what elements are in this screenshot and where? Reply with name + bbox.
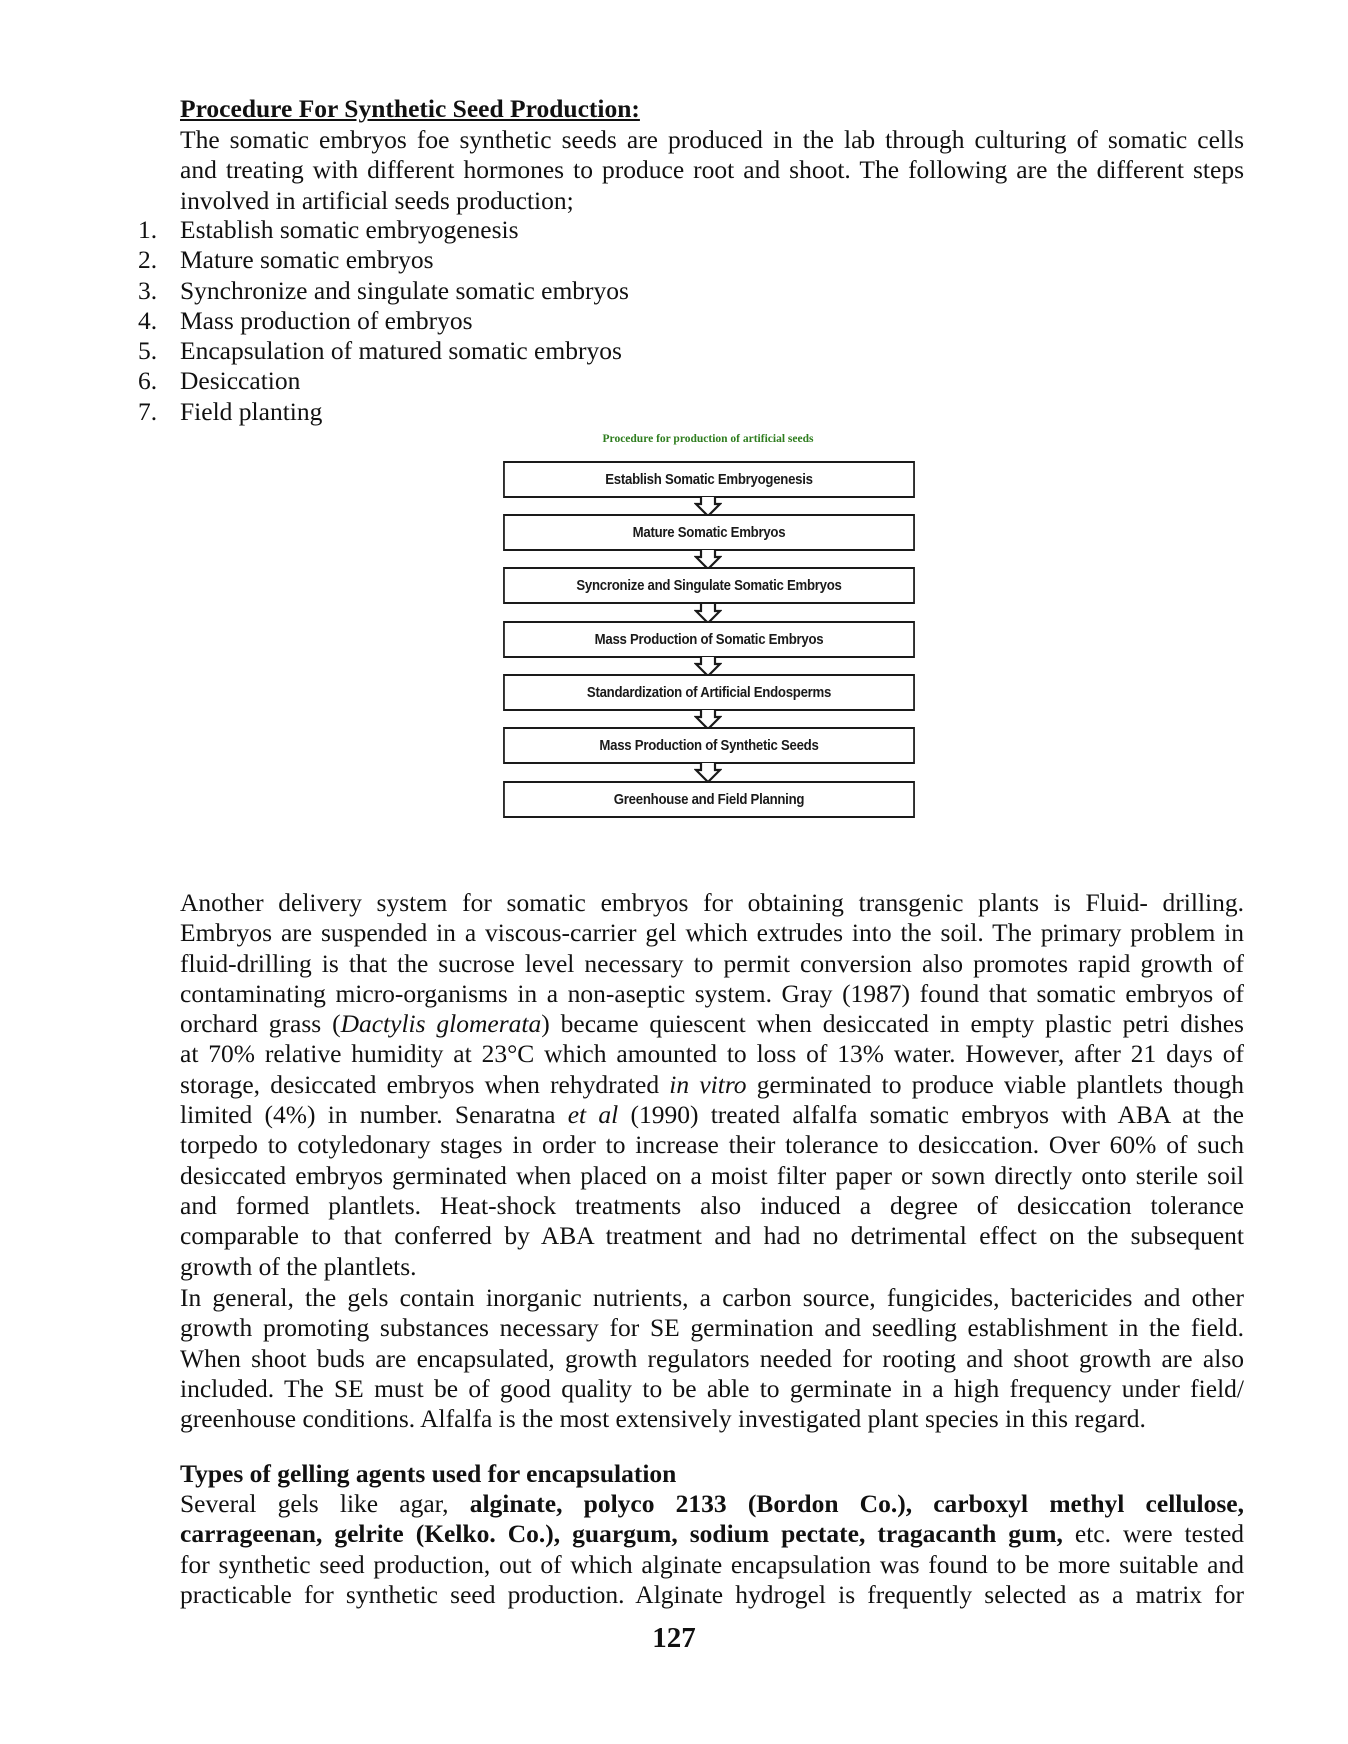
list-item: [138, 276, 629, 306]
flowchart-box-label: Mass Production of Synthetic Seeds: [599, 737, 819, 754]
list-item-label: Mature somatic embryos: [180, 245, 434, 275]
text-span: torpedo to cotyledonary stages in order to increase their tolerance to desiccation. Over 60% of such: [180, 1130, 1244, 1160]
list-number: 1.: [138, 215, 158, 244]
flowchart-box: [503, 461, 915, 498]
steps-list: [138, 215, 629, 427]
list-item-label: Synchronize and singulate somatic embryos: [180, 275, 629, 305]
text-line: [180, 1009, 1244, 1039]
list-number: 6.: [138, 366, 158, 396]
text-span: (1990) treated alfalfa somatic embryos with ABA at the: [618, 1100, 1244, 1130]
text-line: [180, 1100, 1244, 1130]
list-item-label: Desiccation: [180, 366, 301, 396]
italic-term: in vitro: [669, 1069, 747, 1099]
flowchart-box-label: Standardization of Artificial Endosperms: [586, 684, 832, 701]
flowchart-box-label: Mature Somatic Embryos: [632, 524, 786, 541]
text-span: desiccated embryos germinated when placed on a moist filter paper or sown directly onto sterile soil: [180, 1160, 1244, 1190]
text-line: [180, 1252, 1244, 1282]
text-span: germinated to produce viable plantlets though: [746, 1069, 1244, 1099]
text-line: and treating with different hormones to produce root and shoot. The following are the different steps: [180, 155, 1244, 185]
text-line: [180, 1070, 1244, 1100]
text-span: contaminating micro-organisms in a non-aseptic system. Gray (1987) found that somatic embryos of: [180, 978, 1244, 1008]
section-heading: Procedure For Synthetic Seed Production:: [180, 94, 640, 123]
text-line: growth promoting substances necessary for SE germination and seedling establishment in the field.: [180, 1313, 1244, 1343]
text-span: storage, desiccated embryos when rehydrated: [180, 1069, 670, 1099]
flowchart-box: [503, 514, 915, 551]
flowchart-title: Procedure for production of artificial seeds: [602, 433, 814, 445]
list-number: 7.: [138, 396, 158, 426]
flowchart-box-label: Mass Production of Somatic Embryos: [594, 631, 824, 648]
subsection-heading: Types of gelling agents used for encapsulation: [180, 1459, 677, 1488]
list-number: 5.: [138, 336, 158, 366]
text-line: When shoot buds are encapsulated, growth regulators needed for rooting and shoot growth are also: [180, 1343, 1244, 1373]
flowchart-box-label: Syncronize and Singulate Somatic Embryos: [576, 577, 842, 594]
flowchart-box-label: Establish Somatic Embryogenesis: [605, 471, 813, 488]
body-paragraph: [180, 888, 1244, 1282]
text-span: Another delivery system for somatic embryos for obtaining transgenic plants is Fluid- drilling.: [180, 888, 1244, 917]
text-line: [180, 918, 1244, 948]
text-line: [180, 979, 1244, 1009]
list-number: 4.: [138, 305, 158, 335]
text-line: for synthetic seed production, out of which alginate encapsulation was found to be more suitable and: [180, 1549, 1244, 1579]
list-item: [138, 306, 629, 336]
text-line: practicable for synthetic seed production. Alginate hydrogel is frequently selected as a matrix for: [180, 1579, 1244, 1609]
list-number: 2.: [138, 245, 158, 275]
list-number: 3.: [138, 275, 158, 305]
text-span: orchard grass (: [180, 1009, 341, 1039]
text-span: and formed plantlets. Heat-shock treatments also induced a degree of desiccation tolerance: [180, 1190, 1244, 1220]
flowchart-box: [503, 567, 915, 604]
list-item-label: Establish somatic embryogenesis: [180, 215, 519, 244]
flowchart-box: [503, 674, 915, 711]
list-item: [138, 245, 629, 275]
list-item: [138, 397, 629, 427]
text-line: The somatic embryos foe synthetic seeds are produced in the lab through culturing of somatic cells: [180, 125, 1244, 154]
text-line: [180, 888, 1244, 918]
text-line: [180, 1130, 1244, 1160]
text-line: [180, 1221, 1244, 1251]
text-span: comparable to that conferred by ABA treatment and had no detrimental effect on the subsequent: [180, 1221, 1244, 1251]
list-item: [138, 336, 629, 366]
text-span: Embryos are suspended in a viscous-carrier gel which extrudes into the soil. The primary problem in: [180, 918, 1244, 948]
italic-term: et al: [567, 1100, 619, 1130]
text-span: ) became quiescent when desiccated in empty plastic petri dishes: [541, 1009, 1244, 1039]
text-span: Several gels like agar,: [180, 1489, 470, 1518]
text-line: [180, 1191, 1244, 1221]
flowchart-box: [503, 621, 915, 658]
page-number: 127: [652, 1622, 696, 1654]
intro-paragraph: [180, 125, 1244, 216]
text-line: [180, 1039, 1244, 1069]
list-item: [138, 215, 629, 245]
text-line: In general, the gels contain inorganic nutrients, a carbon source, fungicides, bactericides and other: [180, 1283, 1244, 1312]
flowchart-box-label: Greenhouse and Field Planning: [613, 791, 805, 808]
list-item: [138, 366, 629, 396]
text-line: [180, 1519, 1244, 1549]
text-span: growth of the plantlets.: [180, 1251, 417, 1281]
flowchart-box: [503, 781, 915, 818]
text-line: involved in artificial seeds production;: [180, 185, 574, 215]
list-item-label: Field planting: [180, 396, 323, 426]
bold-gel-list: carrageenan, gelrite (Kelko. Co.), guargum, sodium pectate, tragacanth gum,: [180, 1519, 1063, 1549]
bold-gel-list: alginate, polyco 2133 (Bordon Co.), carboxyl methyl cellulose,: [469, 1489, 1244, 1518]
list-item-label: Encapsulation of matured somatic embryos: [180, 336, 622, 366]
text-line: [180, 949, 1244, 979]
text-line: greenhouse conditions. Alfalfa is the most extensively investigated plant species in this regard.: [180, 1404, 1146, 1434]
italic-species-name: Dactylis glomerata: [340, 1009, 542, 1039]
text-span: limited (4%) in number. Senaratna: [180, 1100, 568, 1130]
list-item-label: Mass production of embryos: [180, 305, 473, 335]
text-span: fluid-drilling is that the sucrose level necessary to permit conversion also promotes rapid growth of: [180, 948, 1244, 978]
text-line: included. The SE must be of good quality to be able to germinate in a high frequency under field/: [180, 1373, 1244, 1403]
text-line: [180, 1489, 1244, 1519]
flowchart-box: [503, 727, 915, 764]
text-span: at 70% relative humidity at 23°C which amounted to loss of 13% water. However, after 21 days of: [180, 1039, 1244, 1069]
down-arrow-icon: [694, 763, 722, 783]
body-paragraph: [180, 1489, 1244, 1610]
text-span: etc. were tested: [1062, 1519, 1245, 1549]
body-paragraph: [180, 1283, 1244, 1434]
text-line: [180, 1161, 1244, 1191]
